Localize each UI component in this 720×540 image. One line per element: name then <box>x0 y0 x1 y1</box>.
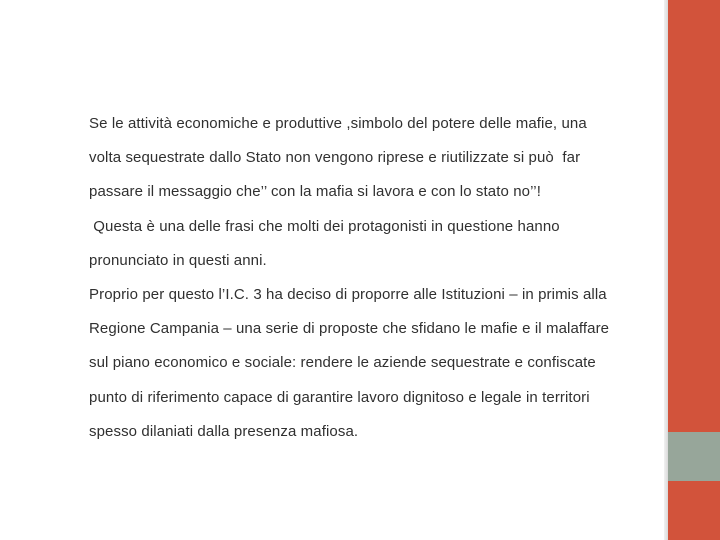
text-line: spesso dilaniati dalla presenza mafiosa. <box>89 422 359 440</box>
text-line: Questa è una delle frasi che molti dei protagonisti in questione hanno <box>89 217 560 235</box>
text-line: Proprio per questo l’I.C. 3 ha deciso di proporre alle Istituzioni – in primis alla <box>89 285 607 303</box>
text-line: sul piano economico e sociale: rendere le aziende sequestrate e confiscate <box>89 354 596 372</box>
body-text <box>89 107 659 449</box>
text-line: Se le attività economiche e produttive ,simbolo del potere delle mafie, una <box>89 115 587 132</box>
accent-bar-gray-band <box>668 432 720 481</box>
accent-bar-red-top <box>668 0 720 432</box>
text-line: pronunciato in questi anni. <box>89 251 267 269</box>
text-line: volta sequestrate dallo Stato non vengono riprese e riutilizzate si può far <box>89 149 581 167</box>
accent-bar-red-bottom <box>668 481 720 540</box>
accent-bar <box>668 0 720 540</box>
text-line: Regione Campania – una serie di proposte che sfidano le mafie e il malaffare <box>89 320 610 338</box>
text-line: punto di riferimento capace di garantire lavoro dignitoso e legale in territori <box>89 388 590 406</box>
text-line: passare il messaggio che’’ con la mafia si lavora e con lo stato no’’! <box>89 183 541 201</box>
